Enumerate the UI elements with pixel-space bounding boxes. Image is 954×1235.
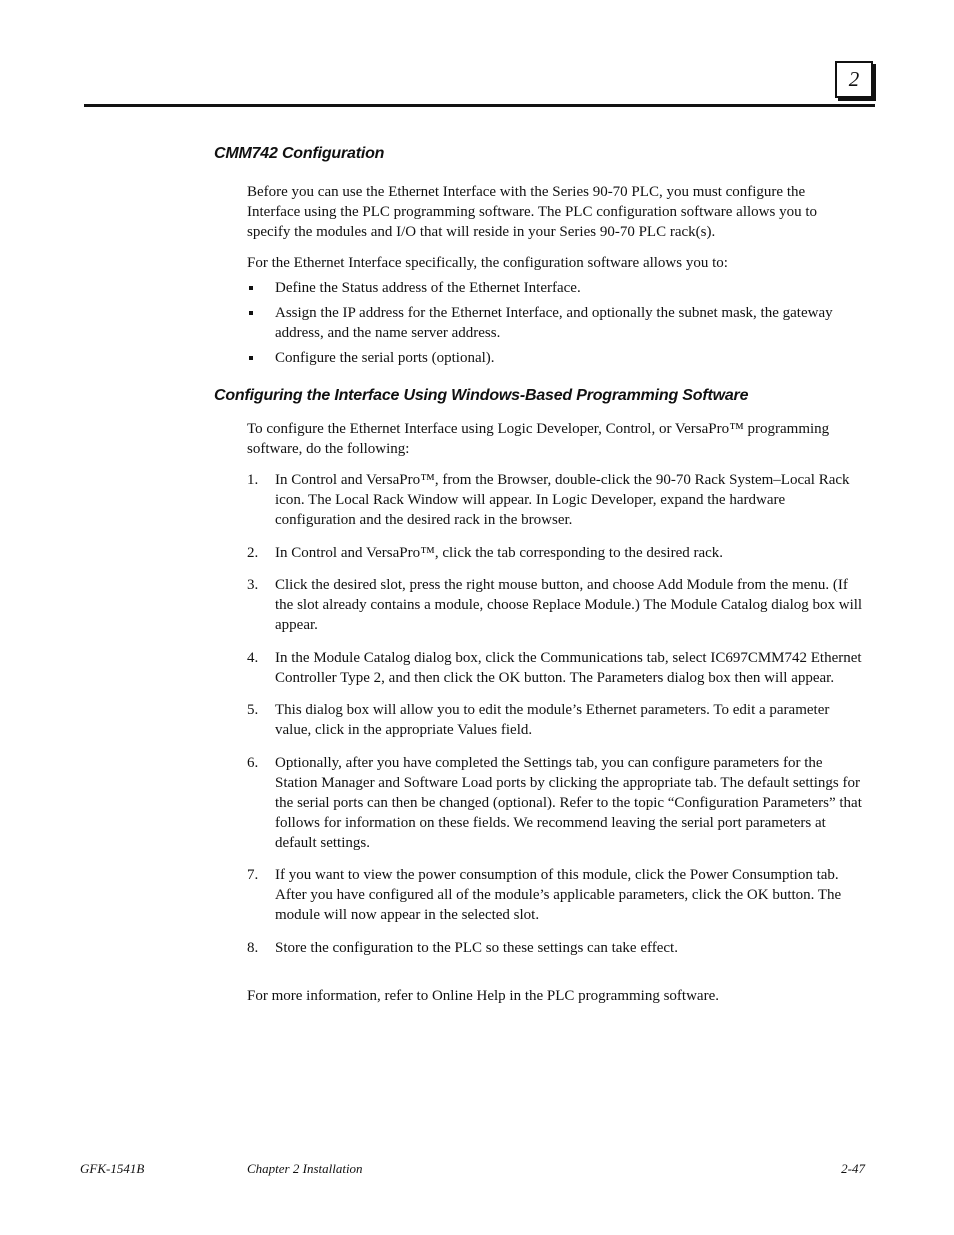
step-item [247,865,865,925]
step-text: In Control and VersaPro™, click the tab corresponding to the desired rack. [275,544,724,561]
step-text: In the Module Catalog dialog box, click the Communications tab, select IC697CMM742 Ethernet Controller Type 2, and then click the OK button. The Parameters dialog box then will appear. [275,649,862,686]
list-item [247,278,862,298]
step-number: 6. [247,754,259,771]
footer-doc-id: GFK-1541B [80,1161,145,1176]
chapter-number: 2 [848,67,860,91]
step-item [247,543,865,563]
step-text: Store the configuration to the PLC so these settings can take effect. [275,939,678,956]
bullet-icon [249,311,253,315]
step-item [247,648,865,688]
step-text: This dialog box will allow you to edit the module’s Ethernet parameters. To edit a parameter value, click in the appropriate Values field. [275,702,830,738]
bullet-icon [249,356,253,360]
step-number: 1. [247,472,259,488]
step-text: In Control and VersaPro™, from the Browser, double-click the 90-70 Rack System–Local Rack icon. The Local Rack Window will appear. In Logic Developer, expand the hardware configuration and the desired rack in the browser. [275,472,850,528]
step-number: 2. [247,544,259,561]
step-number: 4. [247,649,259,666]
paragraph-intro: Before you can use the Ethernet Interface with the Series 90-70 PLC, you must configure the Interface using the PLC programming software. The PLC configuration software allows you to specify the modules and I/O that will reside in your Series 90-70 PLC rack(s). [247,184,818,240]
list-item [247,303,862,343]
chapter-number-box [835,61,873,98]
step-text: If you want to view the power consumption of this module, click the Power Consumption tab. After you have configured all of the module’s applicable parameters, click the OK button. The module will now appear in the selected slot. [275,867,842,923]
step-text: Click the desired slot, press the right mouse button, and choose Add Module from the menu. (If the slot already contains a module, choose Replace Module.) The Module Catalog dialog box will appear. [275,577,863,633]
step-number: 3. [247,577,259,593]
step-item [247,938,865,958]
footer-page-number: 2-47 [841,1161,865,1176]
list-item-text: Define the Status address of the Ethernet Interface. [275,280,581,296]
list-item-text: Assign the IP address for the Ethernet Interface, and optionally the subnet mask, the gateway address, and the name server address. [275,305,833,341]
step-number: 8. [247,939,259,956]
list-item-text: Configure the serial ports (optional). [275,350,495,366]
section-heading-windows: Configuring the Interface Using Windows-Based Programming Software [214,387,749,404]
header-rule [84,104,875,107]
step-item [247,470,865,530]
step-item [247,753,865,853]
step-item [247,700,865,740]
step-number: 5. [247,702,259,718]
step-number: 7. [247,867,259,883]
step-text: Optionally, after you have completed the Settings tab, you can configure parameters for the Station Manager and Software Load ports by clicking the appropriate tab. The default settings for the serial ports can then be changed (optional). Refer to the topic “Configuration Parameters” that follows for information on these fields. We recommend leaving the serial port parameters at default settings. [275,754,862,851]
paragraph-windows-intro: To configure the Ethernet Interface using Logic Developer, Control, or VersaPro™ programming software, do the following: [247,421,830,457]
paragraph-specific: For the Ethernet Interface specifically, the configuration software allows you to: [247,255,728,271]
section-heading-cmm742: CMM742 Configuration [214,145,385,162]
paragraph-closing: For more information, refer to Online Help in the PLC programming software. [247,988,719,1004]
step-list [247,470,865,970]
step-item [247,575,865,635]
feature-list [247,278,862,373]
bullet-icon [249,286,253,290]
footer-chapter: Chapter 2 Installation [247,1161,363,1176]
list-item [247,348,862,368]
